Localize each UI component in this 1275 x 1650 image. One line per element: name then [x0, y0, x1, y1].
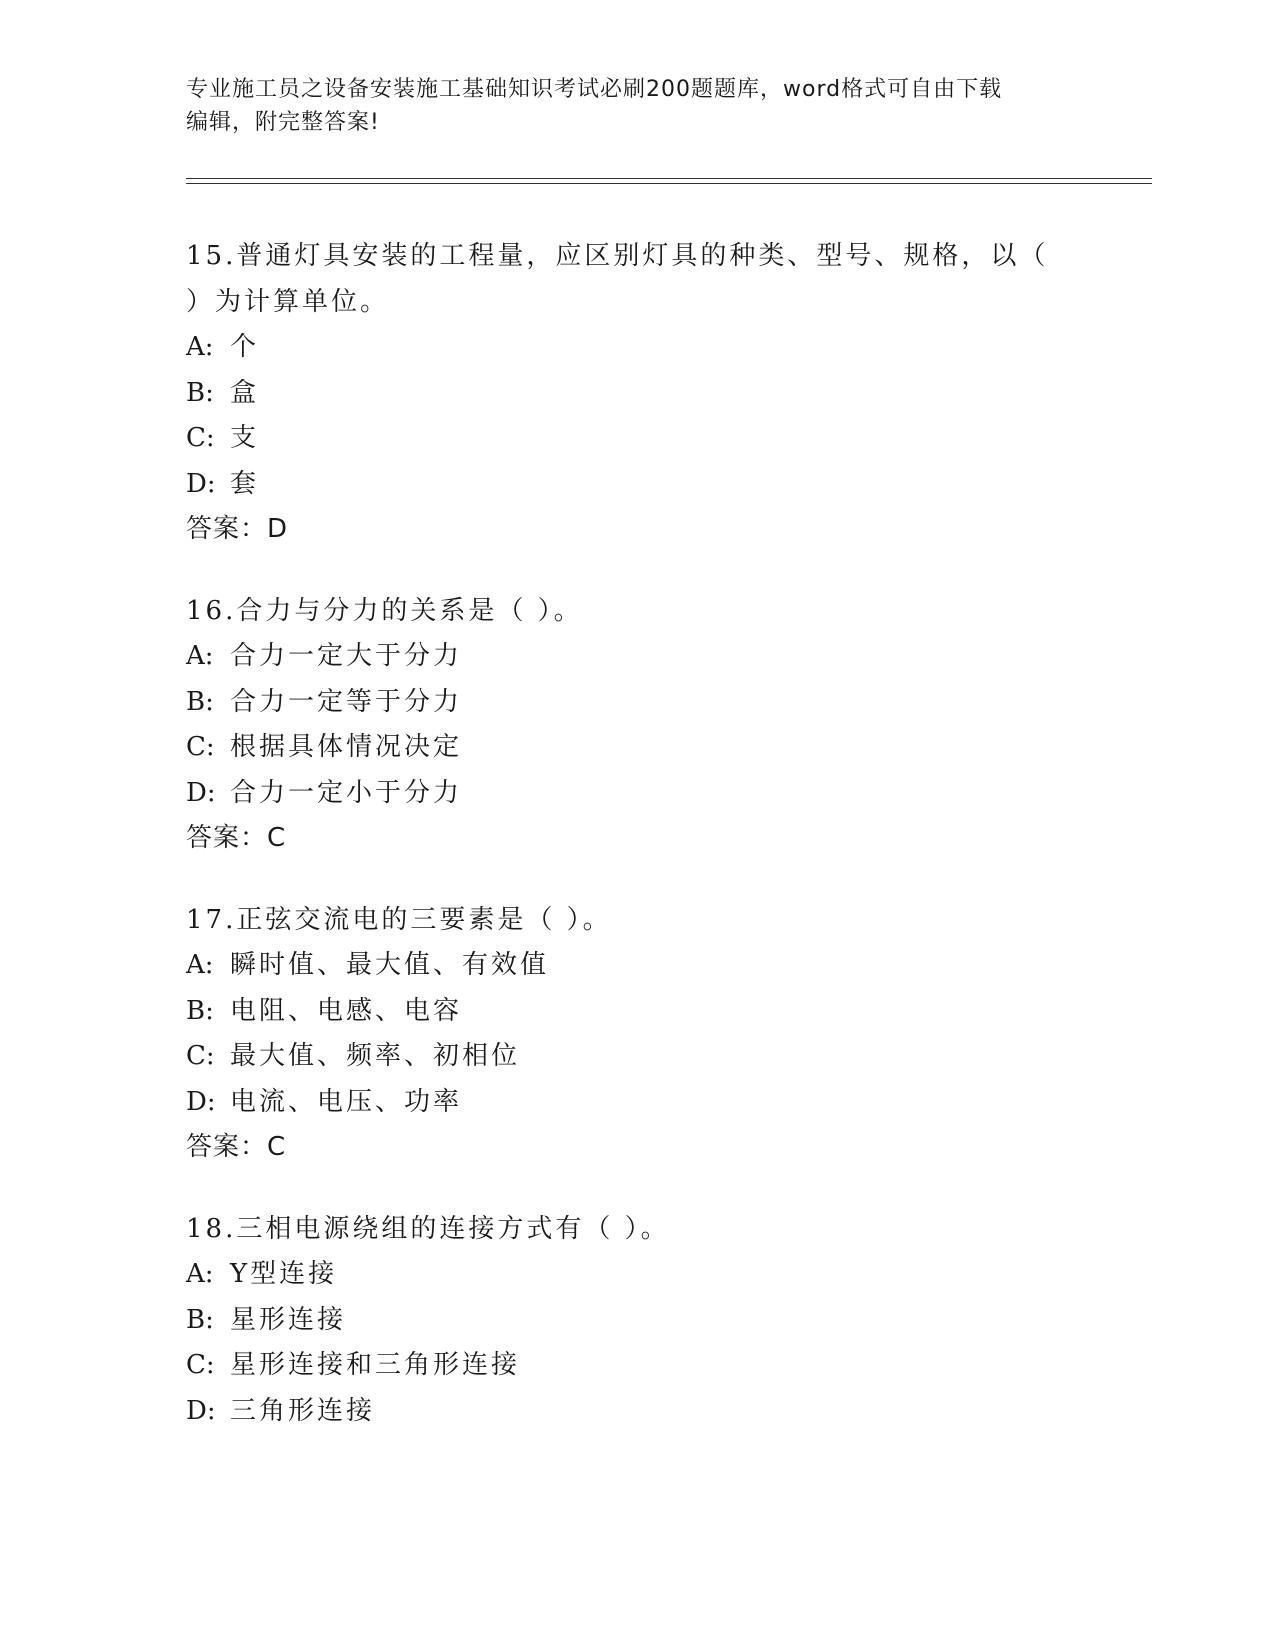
question-list [186, 234, 1086, 1470]
answer-line: 答案：C [186, 1132, 287, 1162]
option-b [186, 680, 1086, 726]
document-header [186, 73, 1066, 139]
option-c [186, 1343, 1086, 1389]
question-text-line-1: 15.普通灯具安装的工程量，应区别灯具的种类、型号、规格，以（ [186, 241, 1049, 271]
question-text-line-2: ）为计算单位。 [186, 286, 390, 317]
option-text: 三角形连接 [230, 1395, 376, 1426]
option-label: C: [186, 423, 215, 453]
question-text [186, 1207, 1086, 1253]
option-label: D: [186, 468, 216, 499]
question-text [186, 898, 1086, 944]
option-text: 支 [230, 423, 260, 453]
answer-line: 答案：D [186, 514, 289, 544]
option-b [186, 989, 1086, 1035]
option-text: 瞬时值、最大值、有效值 [230, 950, 550, 980]
option-b [186, 371, 1086, 417]
header-line-1: 专业施工员之设备安装施工基础知识考试必刷200题题库，word格式可自由下载 [186, 77, 1003, 102]
option-text: 盒 [230, 377, 260, 408]
question-text-line-1: 18.三相电源绕组的连接方式有（ ）。 [186, 1213, 670, 1244]
option-a [186, 634, 1086, 680]
question-text-line-1: 16.合力与分力的关系是（ ）。 [186, 595, 583, 626]
option-a [186, 943, 1086, 989]
option-text: 套 [230, 468, 260, 499]
option-c [186, 725, 1086, 771]
option-d [186, 1389, 1086, 1435]
option-label: A: [186, 950, 214, 980]
option-c [186, 1034, 1086, 1080]
option-label: A: [186, 641, 214, 671]
header-line-2: 编辑，附完整答案! [186, 110, 380, 135]
option-label: A: [186, 332, 214, 362]
question-15 [186, 234, 1086, 553]
option-label: B: [186, 377, 214, 408]
option-text: 电流、电压、功率 [230, 1086, 463, 1117]
question-16 [186, 589, 1086, 862]
option-label: D: [186, 1395, 216, 1426]
option-text: 合力一定等于分力 [230, 686, 463, 717]
option-label: C: [186, 1041, 215, 1071]
header-divider-top [186, 178, 1152, 179]
question-17 [186, 898, 1086, 1171]
answer-line: 答案：C [186, 823, 287, 853]
question-18 [186, 1207, 1086, 1435]
option-label: A: [186, 1259, 214, 1289]
option-d [186, 462, 1086, 508]
option-label: B: [186, 995, 214, 1026]
option-label: C: [186, 1350, 215, 1380]
option-label: B: [186, 686, 214, 717]
option-a [186, 325, 1086, 371]
option-d [186, 771, 1086, 817]
option-text: 根据具体情况决定 [230, 732, 463, 762]
option-d [186, 1080, 1086, 1126]
header-divider-bottom [186, 183, 1152, 184]
option-text: 星形连接 [230, 1304, 347, 1335]
option-a [186, 1252, 1086, 1298]
option-text: Y型连接 [230, 1259, 338, 1289]
question-text [186, 589, 1086, 635]
question-text-line-1: 17.正弦交流电的三要素是（ ）。 [186, 904, 612, 935]
option-text: 合力一定大于分力 [230, 641, 463, 671]
option-label: B: [186, 1304, 214, 1335]
option-label: D: [186, 777, 216, 808]
option-text: 合力一定小于分力 [230, 777, 463, 808]
option-text: 个 [230, 332, 260, 362]
option-b [186, 1298, 1086, 1344]
option-text: 电阻、电感、电容 [230, 995, 463, 1026]
option-label: C: [186, 732, 215, 762]
option-text: 星形连接和三角形连接 [230, 1350, 521, 1380]
option-text: 最大值、频率、初相位 [230, 1041, 521, 1071]
option-c [186, 416, 1086, 462]
question-text [186, 234, 1086, 325]
option-label: D: [186, 1086, 216, 1117]
